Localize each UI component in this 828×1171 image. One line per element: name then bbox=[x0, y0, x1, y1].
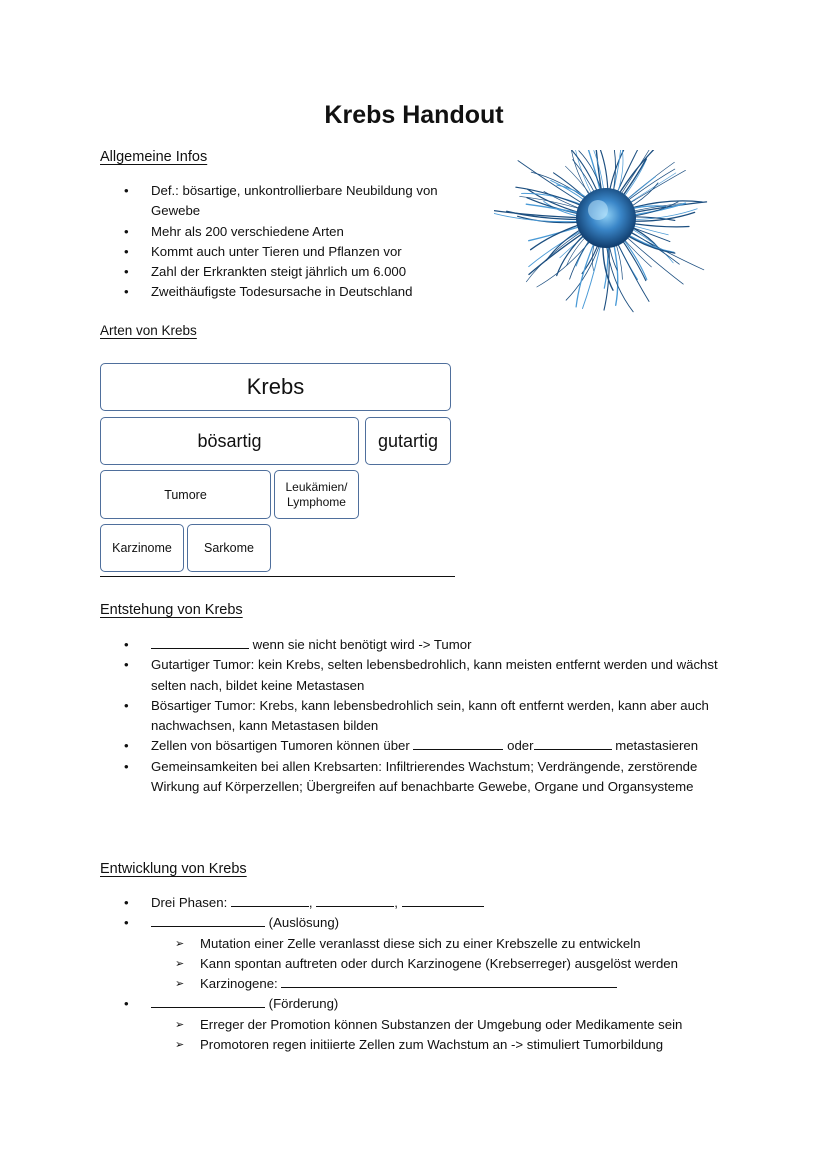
fill-in-blank bbox=[402, 894, 484, 907]
initiation-sublist bbox=[175, 934, 731, 995]
bullet-icon: • bbox=[124, 697, 129, 713]
general-heading: Allgemeine Infos bbox=[100, 149, 208, 165]
arrow-bullet-icon: ➢ bbox=[175, 1018, 185, 1031]
cell-filament bbox=[596, 150, 608, 195]
box-tumore: Tumore bbox=[100, 470, 271, 519]
arrow-bullet-icon: ➢ bbox=[175, 957, 185, 970]
list-item: ➢ Kann spontan auftreten oder durch Karzinogene (Krebserreger) ausgelöst werden bbox=[200, 954, 731, 974]
box-sarkome: Sarkome bbox=[187, 524, 271, 572]
divider bbox=[100, 576, 455, 577]
cell-filament bbox=[613, 241, 618, 306]
cell-filament bbox=[576, 239, 596, 307]
fill-in-blank bbox=[281, 975, 617, 988]
arrow-bullet-icon: ➢ bbox=[175, 937, 185, 950]
box-gutartig: gutartig bbox=[365, 417, 451, 465]
general-list bbox=[124, 181, 481, 303]
list-item: • Zellen von bösartigen Tumoren können über oder metastasieren bbox=[151, 736, 726, 756]
fill-in-blank bbox=[151, 995, 265, 1008]
page-title: Krebs Handout bbox=[324, 101, 504, 129]
bullet-icon: • bbox=[124, 243, 129, 259]
arrow-bullet-icon: ➢ bbox=[175, 978, 185, 991]
box-karzinome: Karzinome bbox=[100, 524, 184, 572]
bullet-icon: • bbox=[124, 264, 129, 280]
list-item: ➢ Promotoren regen initiierte Zellen zum Wachstum an -> stimuliert Tumorbildung bbox=[200, 1035, 731, 1055]
bullet-icon: • bbox=[124, 284, 129, 300]
box-leukaemien: Leukämien/ Lymphome bbox=[274, 470, 359, 519]
bullet-icon: • bbox=[124, 758, 129, 774]
list-item: • Gemeinsamkeiten bei allen Krebsarten: Infiltrierendes Wachstum; Verdrängende, zerstörende Wirkung auf Körperzellen; Übergreifen auf benachbarte Gewebe, Organe und Organsysteme bbox=[124, 758, 698, 795]
types-heading: Arten von Krebs bbox=[100, 323, 197, 338]
list-item: • Bösartiger Tumor: Krebs, kann lebensbedrohlich sein, kann oft entfernt werden, kann aber auch nachwachsen, kann Metastasen bilden bbox=[124, 697, 709, 734]
arrow-bullet-icon: ➢ bbox=[175, 1039, 185, 1052]
cell-filament bbox=[621, 159, 647, 199]
fill-in-blank bbox=[316, 894, 394, 907]
fill-in-blank bbox=[413, 737, 503, 750]
list-item: • Drei Phasen: , , bbox=[151, 893, 731, 913]
bullet-icon: • bbox=[124, 183, 129, 198]
cell-filament bbox=[529, 226, 582, 241]
origin-heading: Entstehung von Krebs bbox=[100, 602, 243, 618]
bullet-icon: • bbox=[124, 996, 129, 1012]
list-item: ➢ Karzinogene: bbox=[200, 974, 731, 994]
cell-highlight bbox=[588, 200, 608, 220]
list-item: ➢ Mutation einer Zelle veranlasst diese sich zu einer Krebszelle zu entwickeln bbox=[200, 934, 731, 954]
list-item: • Mehr als 200 verschiedene Arten bbox=[151, 222, 481, 242]
bullet-icon: • bbox=[124, 637, 129, 652]
fill-in-blank bbox=[151, 636, 249, 649]
list-item: • Def.: bösartige, unkontrollierbare Neubildung von Gewebe bbox=[124, 183, 438, 219]
bullet-icon: • bbox=[124, 223, 129, 239]
bullet-icon: • bbox=[124, 915, 129, 931]
list-item: • Kommt auch unter Tieren und Pflanzen vor bbox=[151, 242, 481, 262]
list-item: • (Auslösung) ➢ Mutation einer Zelle veranlasst diese sich zu einer Krebszelle zu entwickeln ➢ Kann spontan auftreten oder durch Karzinogene (Krebserreger) ausgelöst werden ➢ Karzinogene: bbox=[151, 913, 731, 994]
box-krebs: Krebs bbox=[100, 363, 451, 411]
cell-filament bbox=[631, 223, 689, 227]
bullet-icon: • bbox=[124, 657, 129, 673]
cell-filament bbox=[606, 241, 633, 311]
development-list bbox=[124, 893, 731, 1055]
bullet-icon: • bbox=[124, 895, 129, 910]
development-heading: Entwicklung von Krebs bbox=[100, 861, 247, 877]
list-item: • Gutartiger Tumor: kein Krebs, selten lebensbedrohlich, kann meisten entfernt werden und wächst selten nach, bildet keine Metastasen bbox=[124, 657, 718, 693]
fill-in-blank bbox=[534, 737, 612, 750]
cancer-cell-image bbox=[494, 150, 718, 316]
list-item: ➢ Erreger der Promotion können Substanzen der Umgebung oder Medikamente sein bbox=[200, 1015, 731, 1035]
list-item: • Zahl der Erkrankten steigt jährlich um 6.000 bbox=[151, 262, 481, 282]
cell-filament bbox=[632, 203, 686, 215]
promotion-sublist bbox=[175, 1015, 731, 1056]
list-item: • (Förderung) ➢ Erreger der Promotion können Substanzen der Umgebung oder Medikamente sein ➢ Promotoren regen initiierte Zellen zum Wachstum an -> stimuliert Tumorbildung bbox=[151, 994, 731, 1055]
fill-in-blank bbox=[151, 914, 265, 927]
box-boesartig: bösartig bbox=[100, 417, 359, 465]
cell-body bbox=[576, 188, 636, 248]
fill-in-blank bbox=[231, 894, 309, 907]
list-item: • wenn sie nicht benötigt wird -> Tumor bbox=[151, 635, 726, 655]
origin-list bbox=[124, 635, 726, 797]
bullet-icon: • bbox=[124, 738, 129, 754]
list-item: • Zweithäufigste Todesursache in Deutschland bbox=[151, 282, 481, 302]
